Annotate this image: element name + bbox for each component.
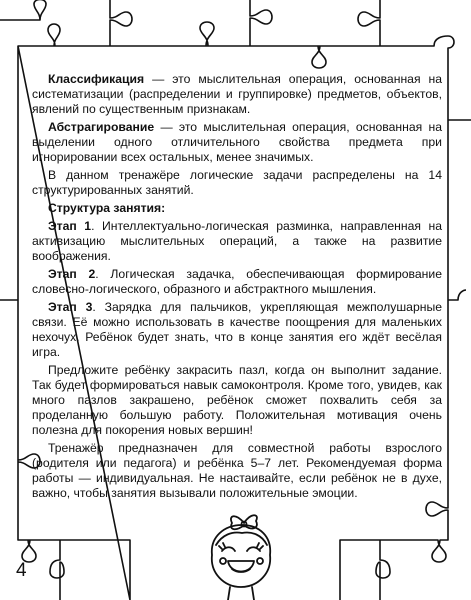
audience-paragraph: Тренажёр предназначен для совместной работы взрослого (родителя или педагога) и ребёнка 5–7 лет. Рекомендуемая форма работы — индивидуальная. Не настаивайте, если ребёнок не в духе, важно, чтобы занятия вызывали положительные эмоции. [32, 441, 442, 500]
stage-2-text: . Логическая задачка, обеспечивающая формирование словесно-логического, образного и абстрактного мышления. [32, 267, 442, 296]
stage-3-label: Этап 3 [48, 300, 93, 314]
abstraction-term: Абстрагирование [48, 120, 155, 134]
stage-2-paragraph [32, 267, 442, 297]
abstraction-paragraph [32, 120, 442, 165]
smiling-girl-icon [192, 509, 288, 600]
classification-text: — это мыслительная операция, основанная на систематизации (распределении и группировке) предметов, объектов, явлений по существенным признакам. [32, 72, 442, 116]
stage-1-label: Этап 1 [48, 219, 92, 233]
stage-1-paragraph [32, 219, 442, 264]
stage-3-text: . Зарядка для пальчиков, укрепляющая межполушарные связи. Её можно использовать в качестве поощрения для маленьких нехочух. Ребёнок будет знать, что в конце занятия его ждёт весёлая игра. [32, 300, 442, 359]
classification-term: Классификация [48, 72, 145, 86]
stage-1-text: . Интеллектуально-логическая разминка, направленная на активизацию мыслительных операций, а также на развитие воображения. [32, 219, 442, 263]
classification-paragraph [32, 72, 442, 117]
page-number: 4 [16, 560, 27, 581]
intro-paragraph: В данном тренажёре логические задачи распределены на 14 структурированных занятий. [32, 168, 442, 197]
stage-2-label: Этап 2 [48, 267, 96, 281]
motivation-paragraph: Предложите ребёнку закрасить пазл, когда он выполнит задание. Так будет формироваться навык самоконтроля. Кроме того, увидев, как много пазлов закрашено, ребёнок сможет похвалить себя за проделанную большую работу. Положительная мотивация очень полезна для покорения новых вершин! [32, 363, 442, 437]
text-content [32, 72, 442, 504]
stage-3-paragraph [32, 300, 442, 360]
structure-heading: Структура занятия: [48, 201, 166, 215]
abstraction-text: — это мыслительная операция, основанная на выделении одного отличительного свойства предмета при игнорировании всех остальных, менее значимых. [32, 120, 442, 164]
